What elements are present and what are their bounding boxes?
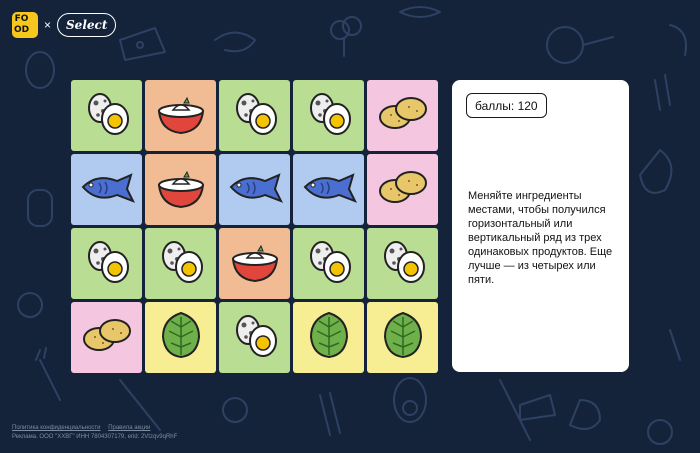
select-logo: Select — [57, 13, 116, 37]
pan-icon — [547, 27, 613, 63]
egg-icon — [373, 231, 433, 296]
tile-fish[interactable] — [293, 154, 364, 225]
egg-icon — [299, 83, 359, 148]
times-sign: × — [44, 18, 52, 32]
glove-icon — [28, 190, 52, 226]
tile-fish[interactable] — [71, 154, 142, 225]
tile-egg[interactable] — [293, 228, 364, 299]
salad-icon — [151, 305, 211, 370]
privacy-link[interactable]: Политика конфиденциальности — [12, 425, 101, 431]
egg-icon — [299, 231, 359, 296]
header-logos — [12, 12, 116, 38]
sauce-icon — [151, 83, 211, 148]
salad-icon — [373, 305, 433, 370]
instructions-text: Меняйте ингредиенты местами, чтобы получился горизонтальный или вертикальный ряд из трех одинаковых продуктов. Еще лучше — из четырех или пяти. — [468, 190, 613, 286]
herb-icon — [670, 330, 680, 360]
broccoli-icon — [331, 17, 361, 56]
cheese2-icon — [520, 395, 555, 420]
tile-egg[interactable] — [219, 80, 290, 151]
tile-sauce[interactable] — [219, 228, 290, 299]
rules-link[interactable]: Правила акции — [108, 425, 151, 431]
tile-egg[interactable] — [219, 302, 290, 373]
food-logo-letters-2: OD — [14, 25, 30, 35]
food-logo-letters-1: FO — [14, 14, 29, 24]
fork-icon — [36, 348, 60, 400]
tile-egg[interactable] — [145, 228, 216, 299]
leaf-icon — [670, 25, 686, 55]
carrot-icon — [120, 380, 160, 430]
tile-salad[interactable] — [367, 302, 438, 373]
ad-disclaimer: Реклама. ООО "ХХВГ" ИНН 7804307179, erid: 2Vtzqv9qRhF — [12, 434, 178, 440]
food-logo — [12, 12, 38, 38]
tile-fish[interactable] — [219, 154, 290, 225]
tile-egg[interactable] — [367, 228, 438, 299]
tomato2-icon — [648, 420, 672, 444]
potato-icon — [373, 83, 433, 148]
fish-icon — [225, 157, 285, 222]
spatula-icon — [500, 380, 530, 440]
tile-potato[interactable] — [367, 154, 438, 225]
tile-salad[interactable] — [145, 302, 216, 373]
egg-icon — [225, 305, 285, 370]
tomato-icon — [18, 293, 42, 317]
tile-sauce[interactable] — [145, 80, 216, 151]
asparagus2-icon — [320, 393, 340, 435]
pepper2-icon — [570, 400, 600, 429]
potato-icon — [77, 305, 137, 370]
egg-icon — [77, 83, 137, 148]
shrimp-icon — [215, 33, 255, 52]
tile-egg[interactable] — [293, 80, 364, 151]
cheese-icon — [120, 28, 165, 60]
tile-potato[interactable] — [71, 302, 142, 373]
egg-bg-icon — [26, 52, 54, 88]
sauce-icon — [151, 157, 211, 222]
footer — [12, 424, 177, 442]
egg-icon — [225, 83, 285, 148]
score-badge: баллы: 120 — [466, 93, 547, 118]
game-board — [71, 80, 438, 373]
asparagus-icon — [655, 75, 670, 110]
sauce-icon — [225, 231, 285, 296]
potato-icon — [373, 157, 433, 222]
fish-icon — [77, 157, 137, 222]
fish-icon — [400, 7, 440, 17]
egg-icon — [77, 231, 137, 296]
avocado-icon — [394, 378, 426, 422]
info-panel — [452, 80, 629, 372]
tile-sauce[interactable] — [145, 154, 216, 225]
tile-salad[interactable] — [293, 302, 364, 373]
tile-potato[interactable] — [367, 80, 438, 151]
egg-icon — [151, 231, 211, 296]
fish-icon — [299, 157, 359, 222]
salad-icon — [299, 305, 359, 370]
pepper-icon — [640, 150, 671, 193]
beet-icon — [223, 398, 247, 422]
tile-egg[interactable] — [71, 80, 142, 151]
tile-egg[interactable] — [71, 228, 142, 299]
